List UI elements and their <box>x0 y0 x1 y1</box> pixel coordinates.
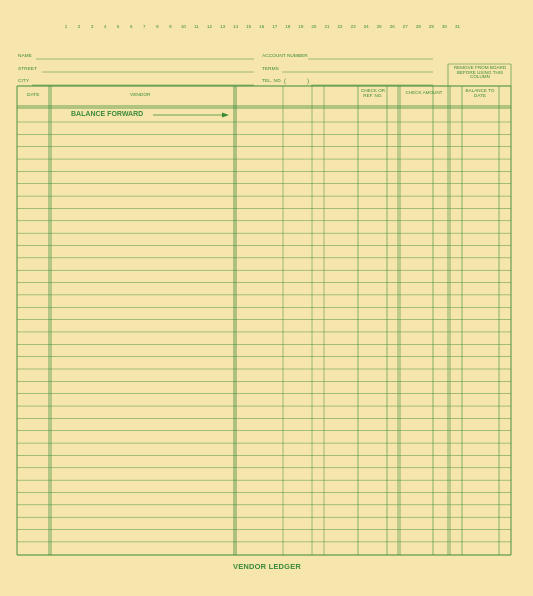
remove-note: REMOVE FROM BOARD BEFORE USING THIS COLUMN <box>453 65 507 80</box>
balance-forward-label: BALANCE FORWARD <box>71 111 144 118</box>
day-number: 9 <box>169 24 172 29</box>
day-number: 2 <box>77 24 81 29</box>
date-column-header: DATE <box>27 93 40 98</box>
day-number: 4 <box>103 24 107 29</box>
day-number: 25 <box>376 24 382 29</box>
day-number: 21 <box>324 24 330 29</box>
day-number: 14 <box>233 24 239 29</box>
check-amount-column-header: CHECK AMOUNT <box>405 90 443 95</box>
terms-label: TERMS <box>262 67 279 72</box>
day-number: 12 <box>207 24 213 29</box>
vendor-column-header: VENDOR <box>130 93 151 98</box>
check-ref-column-header: CHECK OR REF. NO. <box>360 88 386 98</box>
day-number: 6 <box>129 24 133 29</box>
day-number: 26 <box>389 24 395 29</box>
vendor-ledger-title: VENDOR LEDGER <box>233 562 302 571</box>
street-label: STREET <box>18 67 37 72</box>
account-number-label: ACCOUNT NUMBER <box>262 54 308 59</box>
tel-no-label: TEL. NO. <box>262 79 282 84</box>
day-number: 22 <box>337 24 343 29</box>
day-number: 28 <box>415 24 421 29</box>
day-number: 27 <box>402 24 408 29</box>
tel-close-paren: ) <box>307 79 309 85</box>
day-number: 16 <box>259 24 265 29</box>
day-number: 29 <box>428 24 434 29</box>
day-number: 8 <box>156 24 159 29</box>
tel-open-paren: ( <box>284 79 286 85</box>
day-number: 7 <box>143 24 146 29</box>
day-number: 20 <box>311 24 317 29</box>
day-number: 10 <box>180 24 186 29</box>
day-number: 23 <box>350 24 356 29</box>
name-label: NAME <box>18 54 32 59</box>
day-number: 30 <box>441 24 447 29</box>
day-number: 15 <box>246 24 252 29</box>
day-number: 13 <box>220 24 226 29</box>
day-number: 5 <box>116 24 120 29</box>
day-number: 17 <box>272 24 278 29</box>
day-number: 11 <box>194 24 199 29</box>
day-number: 19 <box>298 24 304 29</box>
day-number: 31 <box>454 24 461 29</box>
day-number: 24 <box>363 24 369 29</box>
day-number: 3 <box>90 24 94 29</box>
balance-column-header: BALANCE TO DATE <box>465 88 495 98</box>
city-label: CITY <box>18 79 29 84</box>
day-number: 18 <box>285 24 291 29</box>
day-number: 1 <box>64 24 68 29</box>
